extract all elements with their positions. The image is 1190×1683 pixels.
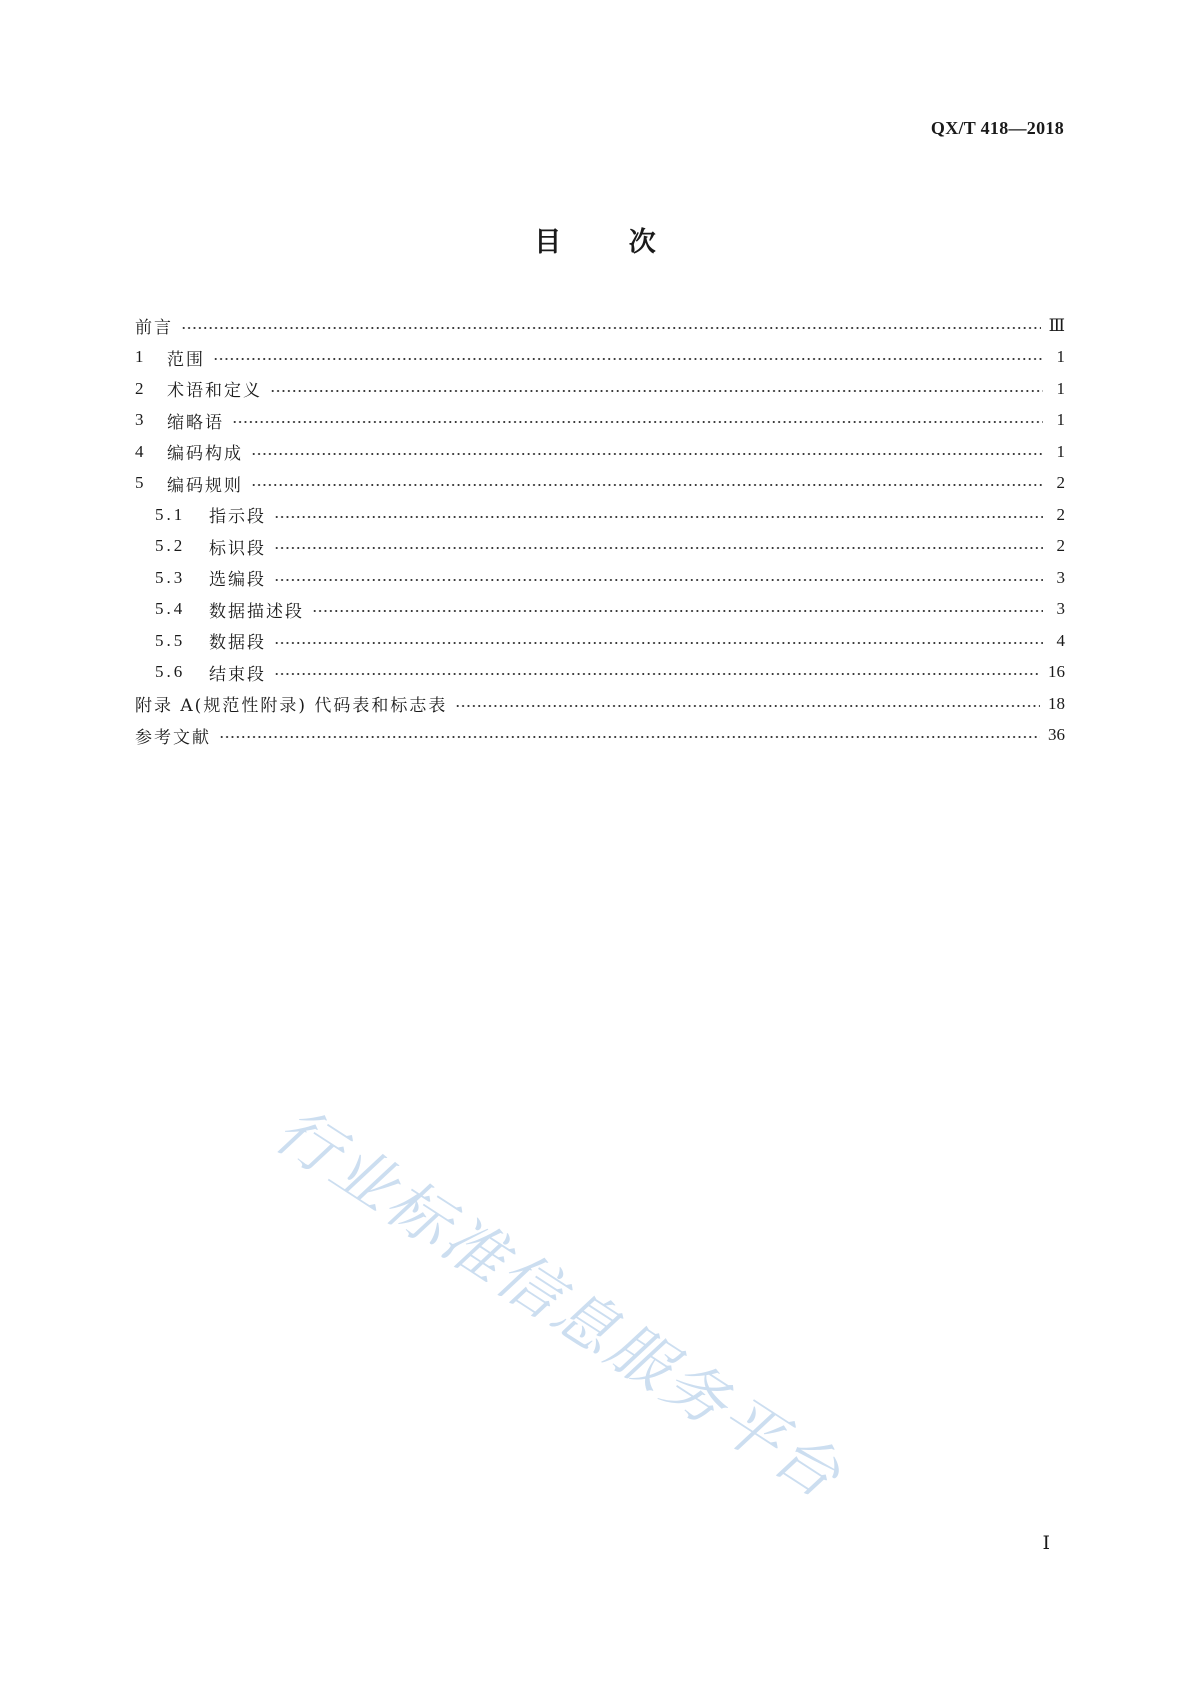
toc-leader-dots bbox=[232, 420, 1043, 424]
toc-entry-label: 数据段 bbox=[209, 633, 266, 654]
toc-entry-page: 16 bbox=[1048, 662, 1065, 682]
toc-entry-page: 3 bbox=[1056, 599, 1065, 619]
watermark-text: 行业标准信息服务平台 bbox=[262, 1093, 856, 1514]
toc-entry-label: 缩略语 bbox=[167, 412, 224, 433]
toc-leader-dots bbox=[455, 704, 1040, 708]
toc-leader-dots bbox=[219, 735, 1040, 739]
toc-entry-label: 编码规则 bbox=[167, 475, 243, 496]
toc-entry-5-6[interactable] bbox=[135, 657, 1065, 689]
toc-entry-3[interactable] bbox=[135, 405, 1065, 437]
toc-entry-references[interactable] bbox=[135, 720, 1065, 752]
toc-entry-number: 1 bbox=[135, 347, 144, 367]
toc-entry-number: 4 bbox=[135, 441, 144, 461]
toc-entry-appendix-a[interactable] bbox=[135, 688, 1065, 720]
toc-entry-page: 18 bbox=[1048, 693, 1065, 713]
page-number: Ⅰ bbox=[1042, 1533, 1050, 1554]
toc-entry-label: 编码构成 bbox=[167, 444, 243, 465]
toc-entry-page: 2 bbox=[1056, 536, 1065, 556]
toc-entry-label: 术语和定义 bbox=[167, 381, 262, 402]
toc-entry-foreword[interactable] bbox=[135, 310, 1065, 342]
toc-entry-number: 3 bbox=[135, 410, 144, 430]
toc-entry-number: 5.2 bbox=[155, 536, 186, 556]
toc-entry-2[interactable] bbox=[135, 373, 1065, 405]
toc-entry-page: 3 bbox=[1056, 567, 1065, 587]
page-title: 目 次 bbox=[534, 227, 656, 258]
toc-entry-label: 范围 bbox=[167, 349, 205, 370]
toc-entry-number: 5.6 bbox=[155, 662, 186, 682]
toc-leader-dots bbox=[274, 546, 1043, 550]
toc-entry-page: 1 bbox=[1056, 410, 1065, 430]
toc-leader-dots bbox=[181, 326, 1041, 330]
toc-entry-5-3[interactable] bbox=[135, 562, 1065, 594]
toc-entry-label: 标识段 bbox=[209, 538, 266, 559]
toc-leader-dots bbox=[251, 483, 1043, 487]
toc-leader-dots bbox=[312, 609, 1043, 613]
toc-entry-4[interactable] bbox=[135, 436, 1065, 468]
table-of-contents bbox=[135, 310, 1065, 751]
toc-entry-page: 1 bbox=[1056, 378, 1065, 398]
toc-entry-label: 附录 A(规范性附录) 代码表和标志表 bbox=[135, 696, 448, 717]
toc-entry-5-4[interactable] bbox=[135, 594, 1065, 626]
toc-leader-dots bbox=[270, 389, 1043, 393]
toc-entry-5[interactable] bbox=[135, 468, 1065, 500]
toc-entry-page: 4 bbox=[1056, 630, 1065, 650]
toc-entry-1[interactable] bbox=[135, 342, 1065, 374]
toc-leader-dots bbox=[274, 672, 1040, 676]
toc-entry-number: 5.3 bbox=[155, 567, 186, 587]
toc-entry-5-2[interactable] bbox=[135, 531, 1065, 563]
toc-entry-number: 5.4 bbox=[155, 599, 186, 619]
toc-leader-dots bbox=[251, 452, 1043, 456]
toc-entry-5-1[interactable] bbox=[135, 499, 1065, 531]
toc-leader-dots bbox=[213, 357, 1043, 361]
toc-entry-label: 结束段 bbox=[209, 664, 266, 685]
toc-entry-label: 数据描述段 bbox=[209, 601, 304, 622]
toc-entry-page: 2 bbox=[1056, 504, 1065, 524]
toc-entry-label: 指示段 bbox=[209, 507, 266, 528]
toc-entry-label: 前言 bbox=[135, 318, 173, 339]
toc-leader-dots bbox=[274, 515, 1043, 519]
toc-entry-label: 参考文献 bbox=[135, 727, 211, 748]
toc-entry-number: 5 bbox=[135, 473, 144, 493]
toc-leader-dots bbox=[274, 641, 1043, 645]
toc-entry-page: 36 bbox=[1048, 725, 1065, 745]
toc-entry-number: 2 bbox=[135, 378, 144, 398]
toc-entry-page: Ⅲ bbox=[1048, 315, 1065, 335]
toc-entry-number: 5.5 bbox=[155, 630, 186, 650]
toc-entry-label: 选编段 bbox=[209, 570, 266, 591]
toc-entry-number: 5.1 bbox=[155, 504, 186, 524]
toc-entry-5-5[interactable] bbox=[135, 625, 1065, 657]
document-code: QX/T 418—2018 bbox=[930, 118, 1064, 138]
toc-entry-page: 1 bbox=[1056, 441, 1065, 461]
toc-entry-page: 2 bbox=[1056, 473, 1065, 493]
toc-entry-page: 1 bbox=[1056, 347, 1065, 367]
toc-leader-dots bbox=[274, 578, 1043, 582]
